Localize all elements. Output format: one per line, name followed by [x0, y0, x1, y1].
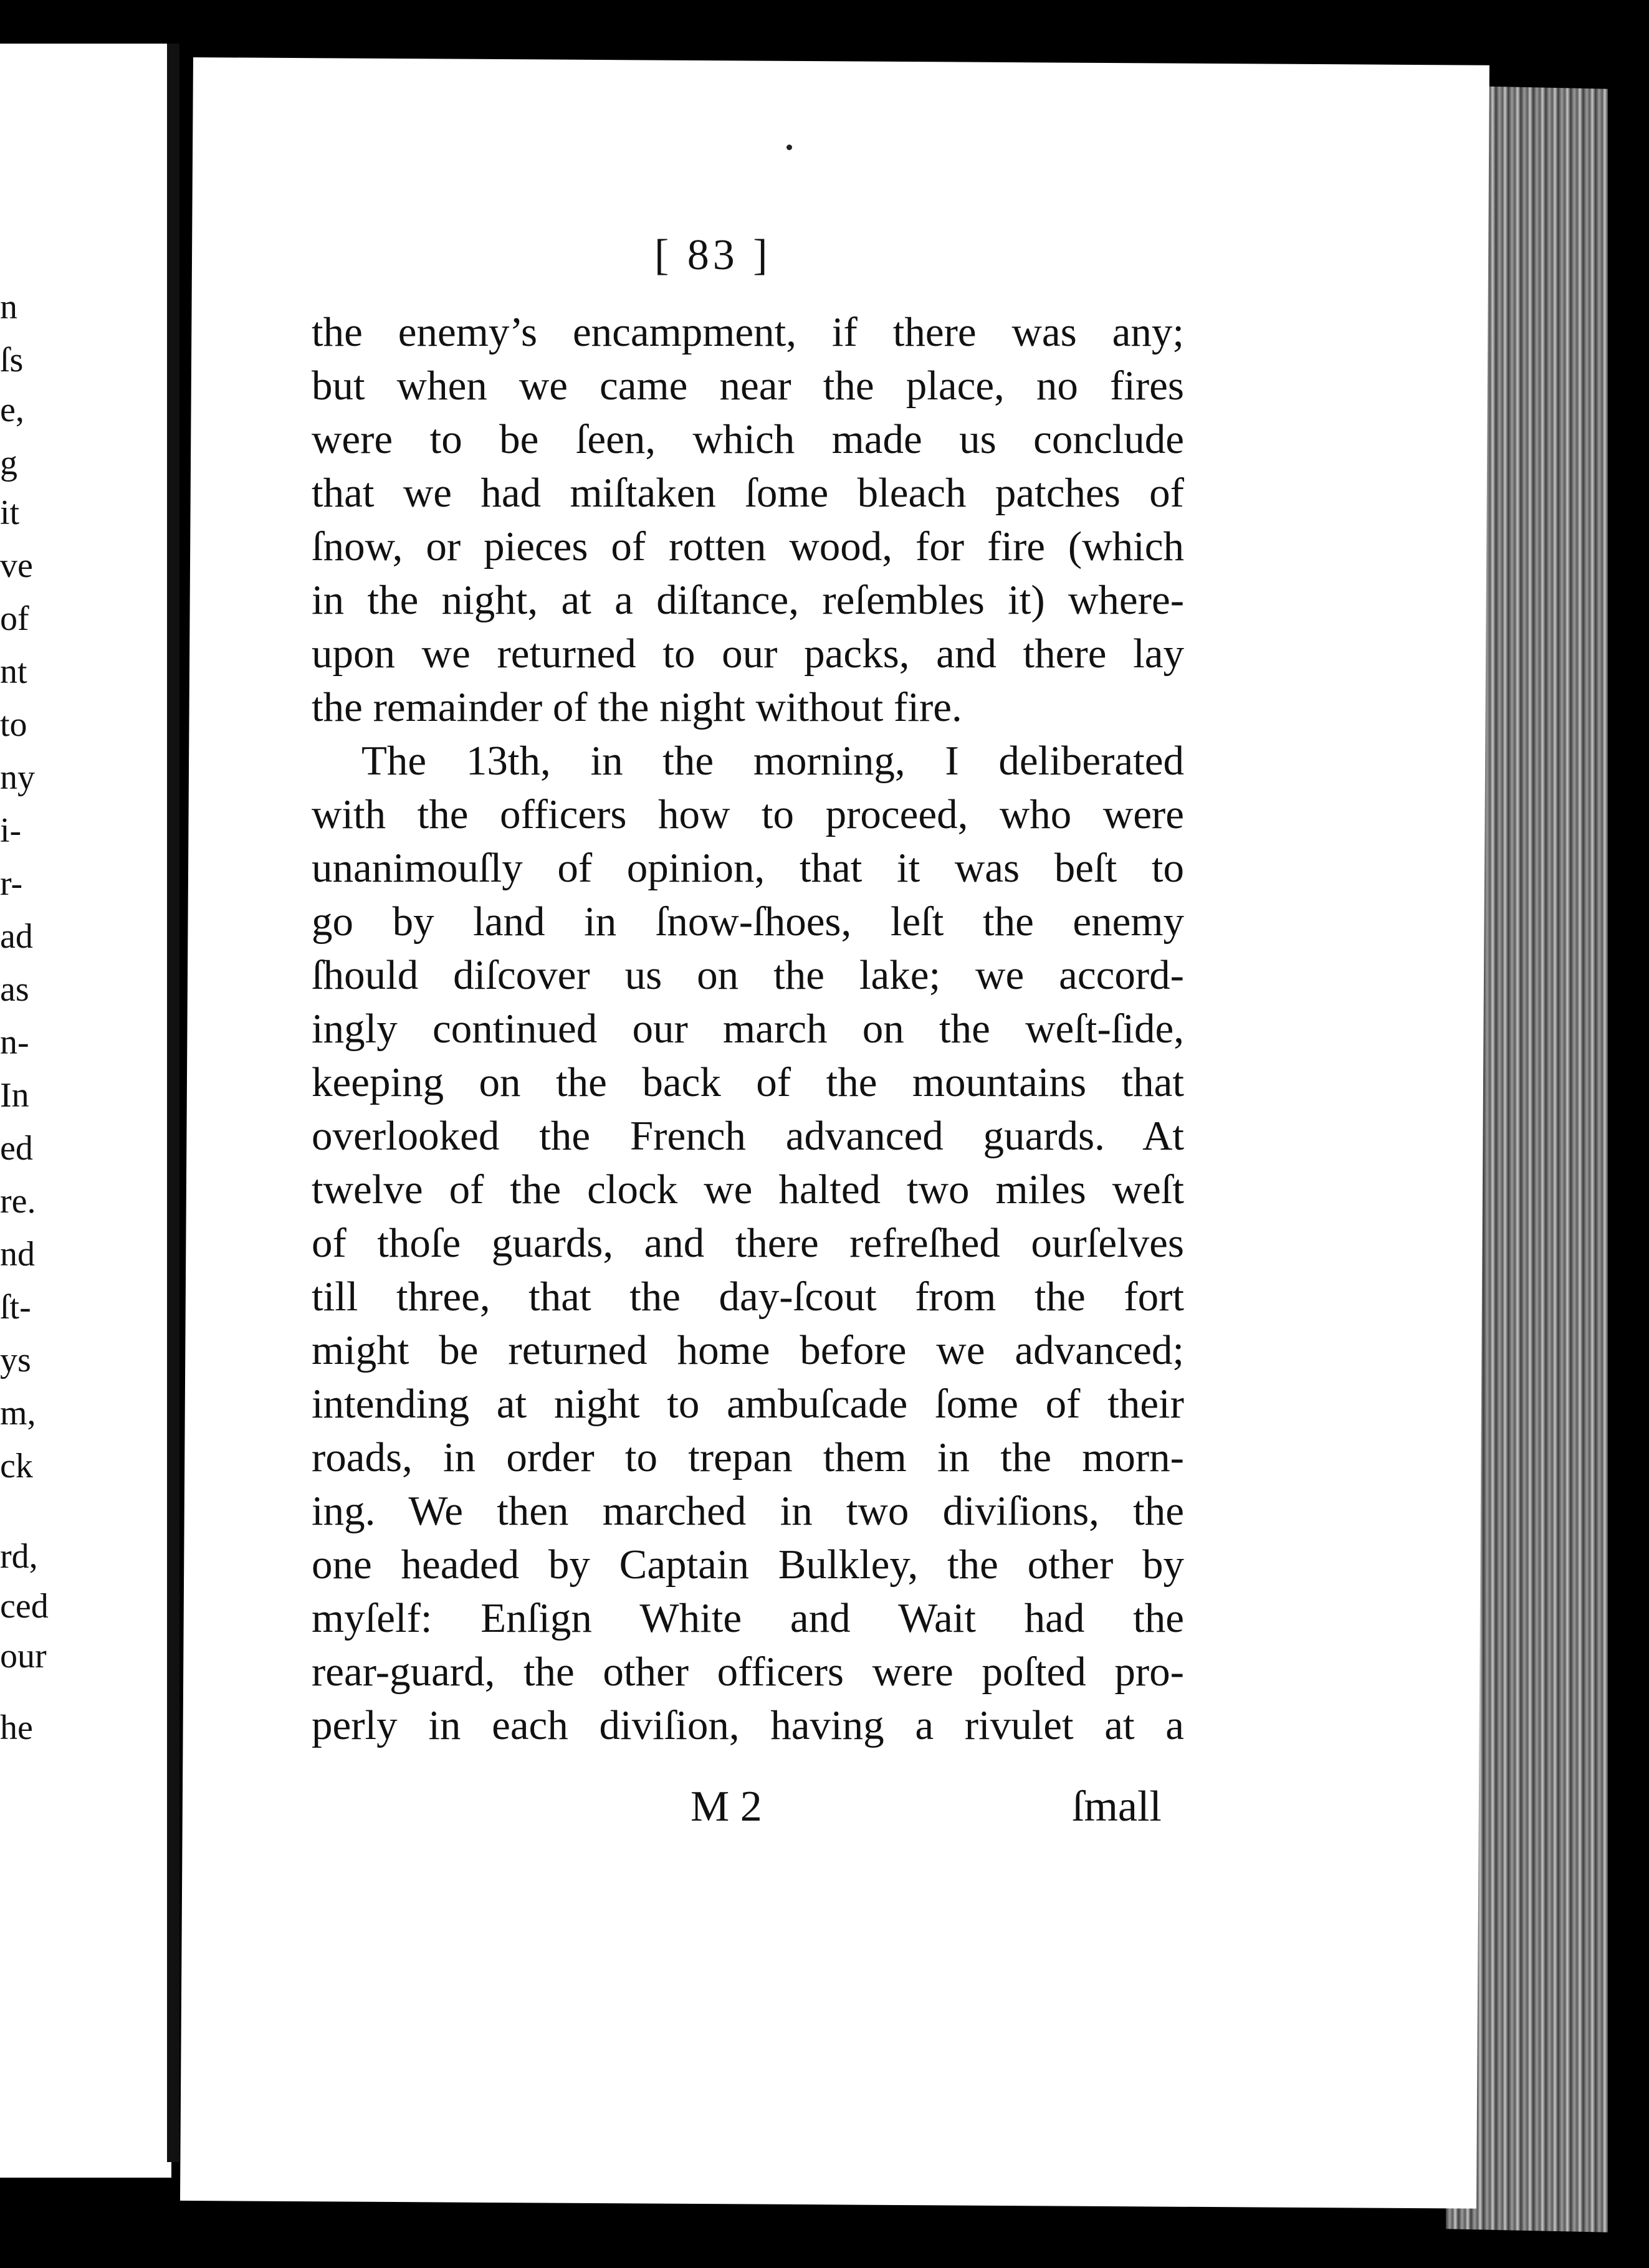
text-line: The 13th, in the morning, I deliberated [361, 738, 1184, 784]
left-page-fragment: to [0, 705, 27, 744]
left-page-fragment: g [0, 444, 17, 482]
left-page-fragment: ck [0, 1447, 33, 1485]
text-line: ing. We then marched in two diviſions, the [312, 1488, 1184, 1534]
left-page-fragment: our [0, 1637, 47, 1675]
text-line: overlooked the French advanced guards. At [312, 1113, 1184, 1159]
left-page-fragment: n [0, 288, 17, 326]
left-page-fragment: ſt- [0, 1288, 31, 1327]
text-line: were to be ſeen, which made us conclude [312, 416, 1184, 462]
printer-mark [786, 145, 792, 150]
text-line: unanimouſly of opinion, that it was beſt to [312, 845, 1184, 891]
left-page-fragment: ced [0, 1587, 49, 1626]
left-page-fragment: i- [0, 811, 22, 850]
text-line: upon we returned to our packs, and there lay [312, 631, 1184, 677]
left-page-fragment: In [0, 1076, 29, 1115]
left-page-fragment: nd [0, 1235, 35, 1274]
left-page-fragment: nt [0, 652, 27, 691]
text-line: but when we came near the place, no fires [312, 363, 1184, 409]
text-line: go by land in ſnow-ſhoes, leſt the enemy [312, 898, 1184, 945]
text-line: intending at night to ambuſcade ſome of their [312, 1381, 1184, 1427]
left-page-fragment: ed [0, 1129, 33, 1168]
left-page-fragment: he [0, 1708, 33, 1747]
left-page [0, 44, 171, 2178]
left-page-fragment: ys [0, 1341, 31, 1379]
text-line: with the officers how to proceed, who were [312, 791, 1184, 837]
text-line: keeping on the back of the mountains that [312, 1059, 1184, 1105]
left-page-fragment: rd, [0, 1537, 38, 1576]
left-page-fragment: ny [0, 758, 35, 797]
text-line: twelve of the clock we halted two miles weſt [312, 1166, 1184, 1213]
text-line: the remainder of the night without fire. [312, 684, 962, 730]
book-binding [167, 44, 179, 2162]
text-line: ſhould diſcover us on the lake; we accord- [312, 952, 1184, 998]
left-page-fragment: ſs [0, 341, 24, 379]
text-line: ingly continued our march on the weſt-ſide, [312, 1006, 1184, 1052]
left-page-fragment: ve [0, 546, 33, 585]
left-page-fragment: ad [0, 917, 33, 956]
catchword: ſmall [1072, 1783, 1162, 1831]
signature-mark: M 2 [691, 1783, 762, 1831]
text-line: perly in each diviſion, having a rivulet at a [312, 1702, 1184, 1748]
text-line: rear-guard, the other officers were poſted pro- [312, 1649, 1184, 1695]
text-line: might be returned home before we advanced; [312, 1327, 1184, 1373]
text-line: of thoſe guards, and there refreſhed ourſelves [312, 1220, 1184, 1266]
left-page-fragment: re. [0, 1182, 36, 1221]
left-page-fragment: e, [0, 391, 24, 429]
left-page-fragment: m, [0, 1394, 36, 1432]
left-page-fragment: r- [0, 864, 23, 903]
text-line: roads, in order to trepan them in the morn- [312, 1434, 1184, 1480]
text-line: one headed by Captain Bulkley, the other by [312, 1541, 1184, 1588]
left-page-fragment: as [0, 970, 29, 1009]
text-line: till three, that the day-ſcout from the fort [312, 1274, 1184, 1320]
text-line: ſnow, or pieces of rotten wood, for fire (which [312, 523, 1184, 569]
text-line: the enemy’s encampment, if there was any; [312, 309, 1184, 355]
text-line: that we had miſtaken ſome bleach patches of [312, 470, 1184, 516]
left-page-fragment: it [0, 493, 20, 532]
text-line: myſelf: Enſign White and Wait had the [312, 1595, 1184, 1641]
left-page-fragment: n- [0, 1023, 29, 1062]
text-line: in the night, at a diſtance, reſembles it) where- [312, 577, 1184, 623]
page-number: [ 83 ] [654, 231, 772, 279]
left-page-fragment: of [0, 599, 29, 638]
